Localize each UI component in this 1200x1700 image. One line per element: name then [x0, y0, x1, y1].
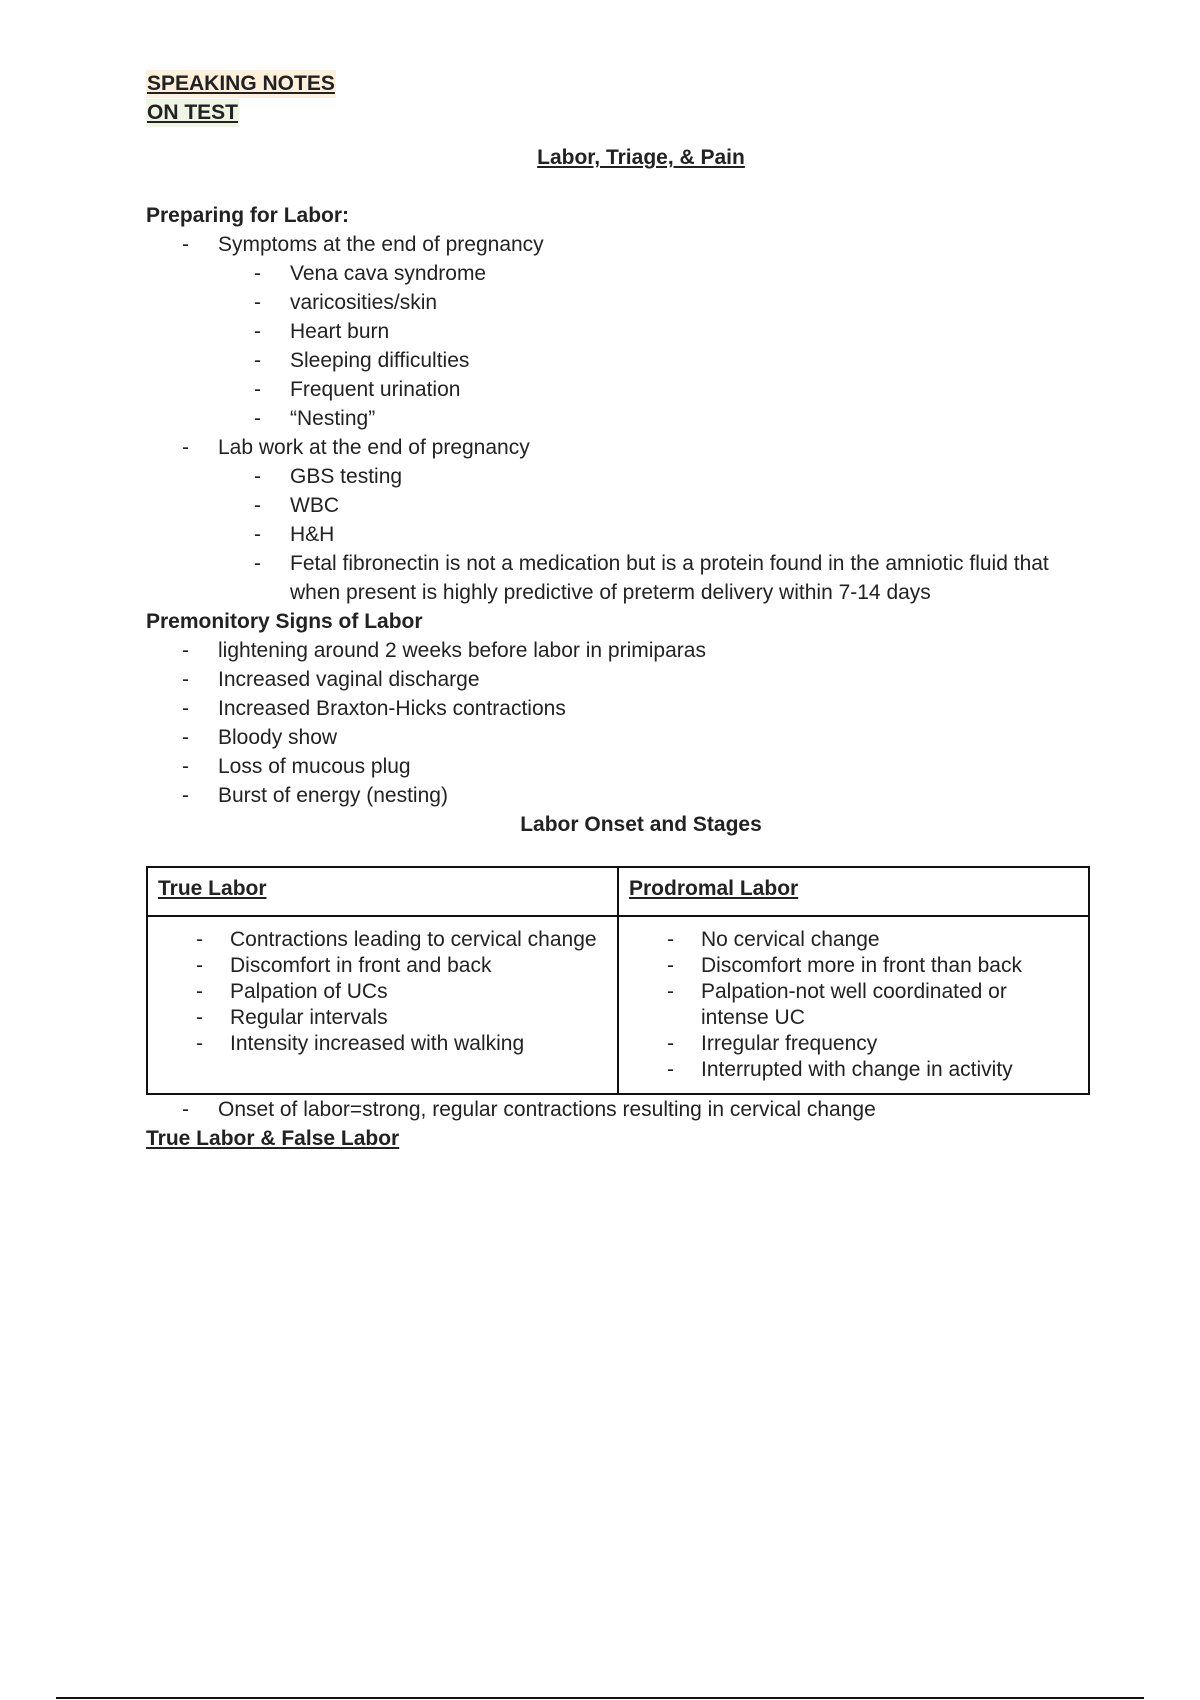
list-item: - No cervical change [629, 927, 1078, 953]
list-item [146, 230, 1096, 433]
on-test-line [146, 99, 1096, 128]
list-item-label: Lab work at the end of pregnancy [218, 436, 530, 459]
on-test-label: ON TEST [146, 99, 239, 127]
list-item: - Palpation-not well coordinated or intense UC [629, 979, 1078, 1031]
speaking-notes-line [146, 70, 1096, 99]
sublist [218, 259, 1096, 433]
list-item: - Heart burn [218, 317, 1096, 346]
list-item: - Frequent urination [218, 375, 1096, 404]
table-row [147, 916, 1089, 1094]
list-item: - Irregular frequency [629, 1031, 1078, 1057]
list-item: - Discomfort in front and back [158, 953, 607, 979]
onset-heading: Labor Onset and Stages [520, 813, 762, 836]
list-item: - Discomfort more in front than back [629, 953, 1078, 979]
list-item: - Onset of labor=strong, regular contractions resulting in cervical change [146, 1095, 1096, 1124]
preparing-heading: Preparing for Labor: [146, 204, 350, 227]
list-item: - Regular intervals [158, 1005, 607, 1031]
footer-divider [56, 1697, 1144, 1699]
list-item: - varicosities/skin [218, 288, 1096, 317]
true-labor-cell [147, 916, 618, 1094]
document-title: Labor, Triage, & Pain [537, 146, 745, 169]
list-item: - “Nesting” [218, 404, 1096, 433]
list-item: - Increased vaginal discharge [146, 665, 1096, 694]
premonitory-list [146, 636, 1096, 810]
list-item-label: Symptoms at the end of pregnancy [218, 233, 544, 256]
prodromal-labor-list [629, 927, 1078, 1083]
list-item: - Palpation of UCs [158, 979, 607, 1005]
list-item: - Burst of energy (nesting) [146, 781, 1096, 810]
onset-note-list [146, 1095, 1096, 1124]
list-item: - H&H [218, 520, 1096, 549]
list-item: - Contractions leading to cervical change [158, 927, 607, 953]
list-item: - Intensity increased with walking [158, 1031, 607, 1057]
list-item: - lightening around 2 weeks before labor in primiparas [146, 636, 1096, 665]
list-item: - Bloody show [146, 723, 1096, 752]
preparing-list [146, 230, 1096, 607]
list-item: - Vena cava syndrome [218, 259, 1096, 288]
list-item: - Sleeping difficulties [218, 346, 1096, 375]
speaking-notes-label: SPEAKING NOTES [146, 70, 336, 98]
true-labor-list [158, 927, 607, 1057]
sublist [218, 462, 1096, 607]
list-item [146, 433, 1096, 607]
document-page [146, 70, 1096, 1153]
list-item: - Fetal fibronectin is not a medication but is a protein found in the amniotic fluid that when present is highly predictive of preterm delivery within 7-14 days [218, 549, 1096, 607]
list-item: - Increased Braxton-Hicks contractions [146, 694, 1096, 723]
table-header-row [147, 867, 1089, 916]
true-false-labor-heading: True Labor & False Labor [146, 1127, 400, 1150]
true-labor-header: True Labor [147, 867, 618, 916]
prodromal-labor-cell [618, 916, 1089, 1094]
labor-comparison-table [146, 866, 1090, 1095]
prodromal-labor-header: Prodromal Labor [618, 867, 1089, 916]
list-item: - GBS testing [218, 462, 1096, 491]
list-item: - WBC [218, 491, 1096, 520]
list-item: - Interrupted with change in activity [629, 1057, 1078, 1083]
premonitory-heading: Premonitory Signs of Labor [146, 610, 423, 633]
list-item: - Loss of mucous plug [146, 752, 1096, 781]
